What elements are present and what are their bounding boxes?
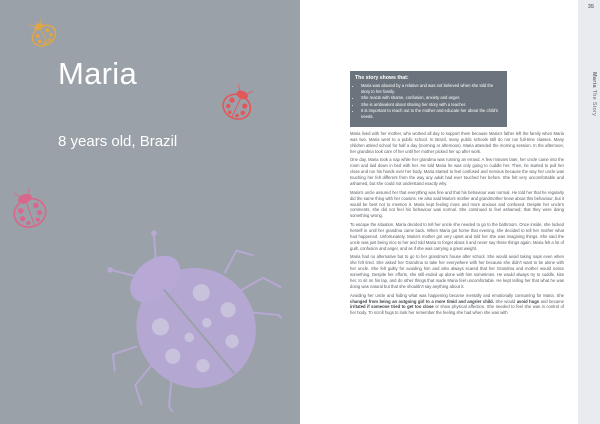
ladybug-red-icon — [216, 84, 260, 124]
page-title: Maria — [58, 56, 138, 91]
ladybug-lilac-icon — [92, 222, 282, 412]
ladybug-pink-icon — [4, 186, 54, 234]
summary-item: • She is ambivalent about sharing her story with a teacher. — [361, 102, 502, 108]
story-text: or show physical affection. She needed to feel she was in control of her body. To scroll hugs to look her remember the feeling she had when she was with — [350, 304, 565, 316]
page-number: 35 — [587, 4, 594, 10]
story-paragraph — [350, 293, 564, 317]
story-text: and became — [539, 298, 564, 304]
story-text: Avoiding her uncle and hiding what was happening became mentally and emotionally consuming for Maria. She — [350, 292, 564, 298]
ladybug-orange-icon — [24, 18, 62, 50]
story-paragraph: Maria lived with her mother, who worked all day to support them because Maria's father left the family when Maria was two. Maria went to a public school. In Brazil, many public schools still do not run full-time classes. Many children attend school for half a day (morning or afternoon). Maria attended the morning session. In the afternoon, her grandma took care of her until her mother picked her up after work. — [350, 131, 564, 154]
summary-item: • Maria was abused by a relative and was not believed when she told the story to her family. — [361, 83, 502, 94]
story-paragraph: Maria's uncle assured her that everything was fine and that his behaviour was normal. He told her that he regularly did the same thing with her cousins. He also said Maria's mother and grandmother knew about this behaviour, but it would be best not to mention it. Maria kept feeling more and more anxious and confused. Despite her uncle's comments, she did not feel his behaviour was normal. She continued to feel ashamed; that they were doing something wrong. — [350, 189, 564, 219]
story-text: She would — [493, 298, 517, 304]
story-emphasis: irritated if someone tried to get too close — [350, 304, 434, 310]
side-label-name: Maria — [591, 72, 597, 88]
summary-item: • It is important to reach out to the mother and educate her about the child's needs. — [361, 108, 502, 119]
summary-box-title: The story shows that: — [355, 75, 409, 81]
summary-box — [350, 71, 507, 127]
story-emphasis: avoid hugs — [516, 298, 540, 304]
side-section-label — [591, 72, 597, 116]
summary-list — [355, 83, 502, 120]
summary-item: • She reacts with shame, confusion, anxiety and anger. — [361, 95, 502, 101]
page-subtitle: 8 years old, Brazil — [58, 133, 178, 150]
story-paragraph: To escape the situation, Maria decided to tell her uncle she needed to go to the bathroom. Once inside, she locked herself in until her grandma came back. When Maria got home that evening, she decided to tell her mother what had happened. Unfortunately, Maria's mother got very upset and told her she was imagining things. She said the uncle was just being nice to her and told Maria to forget about it and never say those things again. Maria felt a lot of guilt, confusion and anger, and as if she was carrying a great weight. — [350, 222, 564, 251]
story-body — [350, 131, 564, 319]
story-paragraph: One day, Maria took a nap while her grandma was running an errand. A few minutes later, her uncle came into the room and laid down in bed with her. He told Maria he was only going to cuddle her. Then, he started to pull her close and run his hands over her body. Maria started to feel confused and nervous because the way her uncle was touching her felt different from the way any adult had ever touched her before. She felt very uncomfortable and ashamed, but she could not understand exactly why. — [350, 157, 564, 187]
side-label-rest: The Story — [591, 87, 597, 117]
side-tab — [578, 0, 600, 424]
story-emphasis: changed from being an outgoing girl to a more timid and angrier child. — [350, 298, 494, 304]
story-paragraph: Maria had no alternative but to go to her grandma's house after school. She would avoid taking naps even when she felt tired. She asked her Grandma to take her everywhere with her because she didn't want to be alone with her uncle. She felt guilty for avoiding him and also always scared that her Grandma and mother would notice something. Despite her efforts, she still ended up alone with him sometimes. He would always try to cuddle, kiss her, to sit on his lap, and do other things that made Maria feel uncomfortable. He kept telling her that what he was doing was natural but that she shouldn't say anything about it. — [350, 254, 564, 289]
